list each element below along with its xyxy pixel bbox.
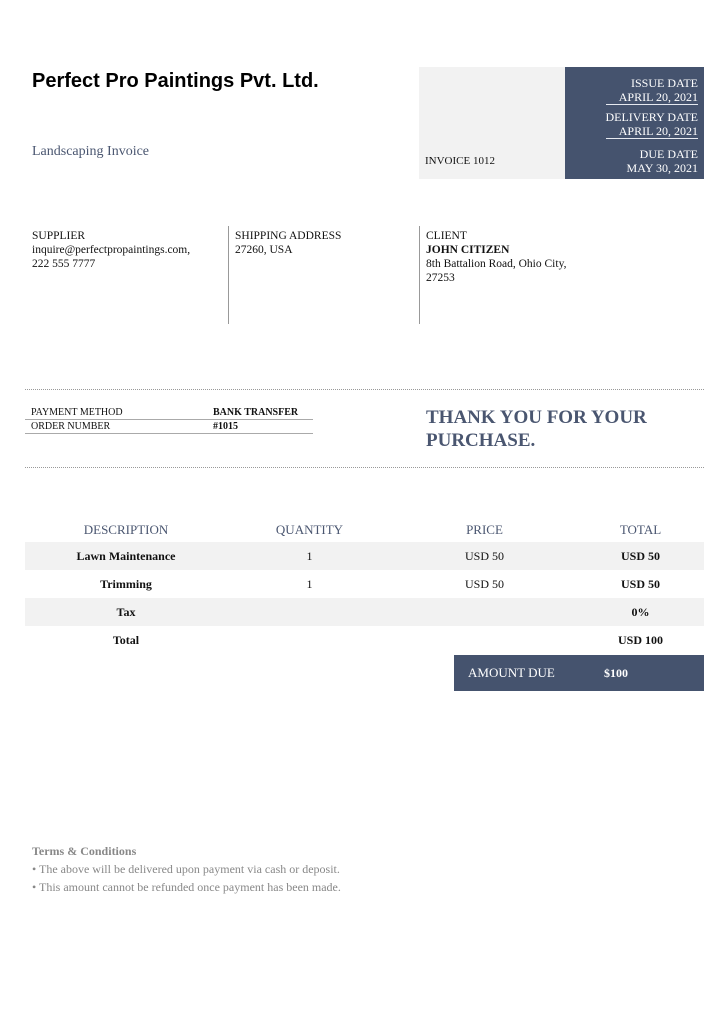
- header-quantity: QUANTITY: [275, 522, 344, 537]
- thank-you-line-1: THANK YOU FOR YOUR: [426, 407, 647, 428]
- header-price: PRICE: [466, 522, 503, 537]
- total-value: USD 100: [617, 633, 663, 647]
- item-quantity: 1: [306, 577, 313, 591]
- terms-title: Terms & Conditions: [32, 844, 137, 858]
- shipping-label: SHIPPING ADDRESS: [235, 230, 342, 242]
- amount-due-value: $100: [604, 665, 628, 680]
- delivery-date: [605, 110, 698, 139]
- amount-due-box: [454, 655, 704, 691]
- payment-method-row: [25, 406, 313, 420]
- client-address: 8th Battalion Road, Ohio City,: [426, 258, 567, 270]
- issue-date: [606, 76, 698, 105]
- client-zip: 27253: [426, 272, 455, 284]
- shipping-address: 27260, USA: [235, 244, 293, 256]
- total-row: [25, 626, 704, 654]
- due-date-label: DUE DATE: [639, 147, 698, 161]
- client-label: CLIENT: [426, 230, 467, 242]
- header-total: TOTAL: [619, 522, 662, 537]
- table-row: [25, 542, 704, 570]
- supplier-label: SUPPLIER: [32, 230, 86, 242]
- tax-value: 0%: [631, 605, 650, 619]
- item-description: Lawn Maintenance: [76, 549, 176, 563]
- thank-you-message: [426, 406, 647, 452]
- terms-line: • This amount cannot be refunded once payment has been made.: [32, 880, 341, 894]
- delivery-date-label: DELIVERY DATE: [605, 110, 698, 124]
- issue-date-value: APRIL 20, 2021: [606, 90, 698, 105]
- terms-line: • The above will be delivered upon payment via cash or deposit.: [32, 862, 340, 876]
- table-row: [25, 570, 704, 598]
- total-label: Total: [112, 633, 140, 647]
- due-date-value: MAY 30, 2021: [626, 161, 698, 175]
- delivery-date-value: APRIL 20, 2021: [606, 124, 698, 139]
- tax-row: [25, 598, 704, 626]
- order-number-label: ORDER NUMBER: [31, 421, 111, 432]
- item-quantity: 1: [306, 549, 313, 563]
- empty-cell: [392, 598, 577, 626]
- item-description: Trimming: [100, 577, 152, 591]
- thank-you-line-2: PURCHASE.: [426, 430, 536, 451]
- payment-table: [25, 406, 313, 434]
- item-total: USD 50: [620, 577, 660, 591]
- items-table: [25, 518, 704, 654]
- invoice-subtitle: Landscaping Invoice: [32, 144, 150, 159]
- issue-date-label: ISSUE DATE: [630, 76, 698, 90]
- supplier-email: inquire@perfectpropaintings.com,: [32, 244, 191, 256]
- shipping-block: [235, 229, 341, 257]
- dotted-divider: [25, 389, 704, 390]
- company-name: Perfect Pro Paintings Pvt. Ltd.: [32, 70, 319, 92]
- due-date: [627, 147, 698, 175]
- amount-due-label: AMOUNT DUE: [468, 665, 555, 680]
- dates-panel: [565, 67, 704, 179]
- empty-cell: [392, 626, 577, 654]
- dotted-divider: [25, 467, 704, 468]
- client-name: JOHN CITIZEN: [426, 244, 510, 256]
- order-number-row: [25, 420, 313, 434]
- divider: [419, 226, 420, 324]
- supplier-block: [32, 229, 190, 271]
- payment-method-label: PAYMENT METHOD: [31, 407, 123, 418]
- divider: [228, 226, 229, 324]
- client-block: [426, 229, 566, 285]
- items-header: [25, 518, 704, 542]
- payment-method-value: BANK TRANSFER: [213, 407, 299, 418]
- item-total: USD 50: [620, 549, 660, 563]
- empty-cell: [227, 626, 392, 654]
- terms-section: [32, 842, 341, 896]
- supplier-phone: 222 555 7777: [32, 258, 96, 270]
- header-description: DESCRIPTION: [83, 522, 169, 537]
- item-price: USD 50: [464, 549, 504, 563]
- order-number-value: #1015: [213, 421, 238, 432]
- empty-cell: [227, 598, 392, 626]
- tax-label: Tax: [116, 605, 136, 619]
- invoice-number: INVOICE 1012: [425, 155, 495, 167]
- item-price: USD 50: [464, 577, 504, 591]
